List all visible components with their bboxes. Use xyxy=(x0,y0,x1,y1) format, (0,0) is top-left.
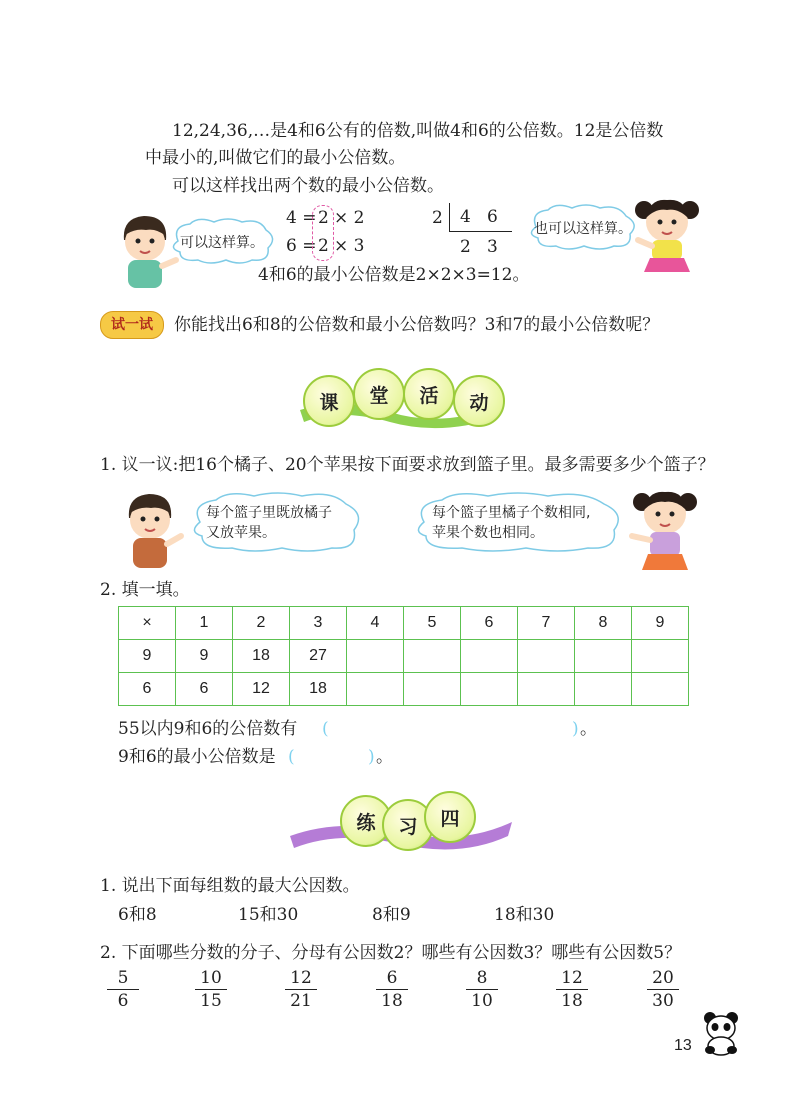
table-cell: 8 xyxy=(575,607,632,640)
division-divisor: 2 xyxy=(432,208,443,228)
fill-1-period: 。 xyxy=(580,719,597,739)
table-cell: 4 xyxy=(347,607,404,640)
table-cell: 7 xyxy=(518,607,575,640)
table-blank-cell[interactable] xyxy=(404,673,461,706)
activity-badge-3 xyxy=(403,368,455,420)
fraction-denominator: 30 xyxy=(652,991,674,1011)
table-row xyxy=(119,607,689,640)
fill-1-answer-blank[interactable] xyxy=(332,718,570,740)
boy-icon xyxy=(115,488,187,570)
eq-row2-right: × 3 xyxy=(334,236,365,256)
activity-question-1: 1. 议一议:把16个橘子、20个苹果按下面要求放到篮子里。最多需要多少个篮子？ xyxy=(100,455,715,475)
fill-2-text: 9和6的最小公倍数是 xyxy=(118,747,276,767)
fraction-denominator: 10 xyxy=(471,991,493,1011)
bubble-a-line-1: 每个篮子里既放橘子 xyxy=(206,505,332,521)
table-cell: 6 xyxy=(119,673,176,706)
fraction xyxy=(191,968,231,1011)
try-question: 你能找出6和8的公倍数和最小公倍数吗？3和7的最小公倍数呢？ xyxy=(174,315,660,335)
table-blank-cell[interactable] xyxy=(461,640,518,673)
table-row xyxy=(119,640,689,673)
table-blank-cell[interactable] xyxy=(461,673,518,706)
exercise-badge-2-label: 习 xyxy=(398,815,418,838)
table-cell: 3 xyxy=(290,607,347,640)
table-blank-cell[interactable] xyxy=(518,640,575,673)
intro-line-2: 中最小的,叫做它们的最小公倍数。 xyxy=(145,148,406,168)
table-blank-cell[interactable] xyxy=(632,640,689,673)
fraction-numerator: 20 xyxy=(652,968,674,988)
bubble-b-line-1: 每个篮子里橘子个数相同, xyxy=(432,505,591,521)
fraction-numerator: 10 xyxy=(200,968,222,988)
eq-row1-right: × 2 xyxy=(334,208,365,228)
fraction-denominator: 18 xyxy=(381,991,403,1011)
girl-icon xyxy=(630,192,706,274)
activity-badge-1-label: 课 xyxy=(319,391,339,414)
exercise-badge-3 xyxy=(424,791,476,843)
fraction xyxy=(462,968,502,1011)
intro-line-1: 12,24,36,…是4和6公有的倍数,叫做4和6的公倍数。12是公倍数 xyxy=(172,121,664,141)
table-cell: 27 xyxy=(290,640,347,673)
bubble-left-text: 可以这样算。 xyxy=(180,235,264,251)
eq-row2-left: 6 = xyxy=(286,236,317,256)
table-cell: 9 xyxy=(632,607,689,640)
fill-2-answer-blank[interactable] xyxy=(298,746,368,768)
table-cell: × xyxy=(119,607,176,640)
exercise-badge-3-label: 四 xyxy=(440,807,460,830)
activity-badge-3-label: 活 xyxy=(419,384,439,407)
table-cell: 1 xyxy=(176,607,233,640)
number-pair-1: 6和8 xyxy=(118,905,157,925)
activity-badge-2 xyxy=(353,368,405,420)
multiples-table xyxy=(118,606,689,706)
fraction-numerator: 6 xyxy=(386,968,398,988)
fraction xyxy=(103,968,143,1011)
fraction-denominator: 21 xyxy=(290,991,312,1011)
table-cell: 6 xyxy=(461,607,518,640)
eq-row1-left: 4 = xyxy=(286,208,317,228)
fraction-denominator: 15 xyxy=(200,991,222,1011)
table-cell: 6 xyxy=(176,673,233,706)
exercise-question-2: 2. 下面哪些分数的分子、分母有公因数2？哪些有公因数3？哪些有公因数5？ xyxy=(100,943,682,963)
table-blank-cell[interactable] xyxy=(347,673,404,706)
bubble-b-line-2: 苹果个数也相同。 xyxy=(432,525,544,541)
table-cell: 12 xyxy=(233,673,290,706)
fill-1-close-paren: ) xyxy=(572,719,579,739)
activity-badge-1 xyxy=(303,375,355,427)
fraction xyxy=(552,968,592,1011)
number-pair-3: 8和9 xyxy=(372,905,411,925)
table-blank-cell[interactable] xyxy=(632,673,689,706)
activity-badge-2-label: 堂 xyxy=(369,384,389,407)
girl-icon xyxy=(628,484,704,576)
panda-icon xyxy=(700,1010,742,1056)
activity-badge-4-label: 动 xyxy=(469,391,489,414)
table-blank-cell[interactable] xyxy=(575,640,632,673)
fill-2-open-paren: ( xyxy=(288,747,295,767)
table-cell: 2 xyxy=(233,607,290,640)
try-badge xyxy=(100,311,164,339)
fraction xyxy=(281,968,321,1011)
fill-1-open-paren: ( xyxy=(322,719,329,739)
fraction-denominator: 6 xyxy=(117,991,129,1011)
eq-row2-circled: 2 xyxy=(318,236,329,256)
method-result: 4和6的最小公倍数是2×2×3=12。 xyxy=(258,265,530,285)
common-factor-highlight xyxy=(312,205,334,261)
bubble-a-line-2: 又放苹果。 xyxy=(206,525,276,541)
fill-1-text: 55以内9和6的公倍数有 xyxy=(118,719,298,739)
fraction-numerator: 5 xyxy=(117,968,129,988)
table-row xyxy=(119,673,689,706)
table-cell: 9 xyxy=(119,640,176,673)
fraction-numerator: 12 xyxy=(290,968,312,988)
division-dividend: 4 6 xyxy=(460,207,498,227)
fraction-denominator: 18 xyxy=(561,991,583,1011)
fraction-numerator: 12 xyxy=(561,968,583,988)
intro-line-3: 可以这样找出两个数的最小公倍数。 xyxy=(172,176,444,196)
fill-2-period: 。 xyxy=(376,747,393,767)
fill-2-close-paren: ) xyxy=(368,747,375,767)
exercise-badge-1-label: 练 xyxy=(356,811,376,834)
exercise-question-1: 1. 说出下面每组数的最大公因数。 xyxy=(100,876,360,896)
number-pair-2: 15和30 xyxy=(238,905,299,925)
table-blank-cell[interactable] xyxy=(575,673,632,706)
table-blank-cell[interactable] xyxy=(347,640,404,673)
page-number: 13 xyxy=(674,1037,692,1054)
table-blank-cell[interactable] xyxy=(404,640,461,673)
fraction xyxy=(372,968,412,1011)
number-pair-4: 18和30 xyxy=(494,905,555,925)
fraction xyxy=(643,968,683,1011)
table-cell: 5 xyxy=(404,607,461,640)
try-badge-label: 试一试 xyxy=(111,317,153,333)
table-cell: 9 xyxy=(176,640,233,673)
division-quotient: 2 3 xyxy=(460,237,498,257)
table-cell: 18 xyxy=(233,640,290,673)
activity-badge-4 xyxy=(453,375,505,427)
activity-question-2: 2. 填一填。 xyxy=(100,580,190,600)
eq-row1-circled: 2 xyxy=(318,208,329,228)
bubble-right-text: 也可以这样算。 xyxy=(534,221,632,237)
table-cell: 18 xyxy=(290,673,347,706)
fraction-numerator: 8 xyxy=(476,968,488,988)
table-blank-cell[interactable] xyxy=(518,673,575,706)
